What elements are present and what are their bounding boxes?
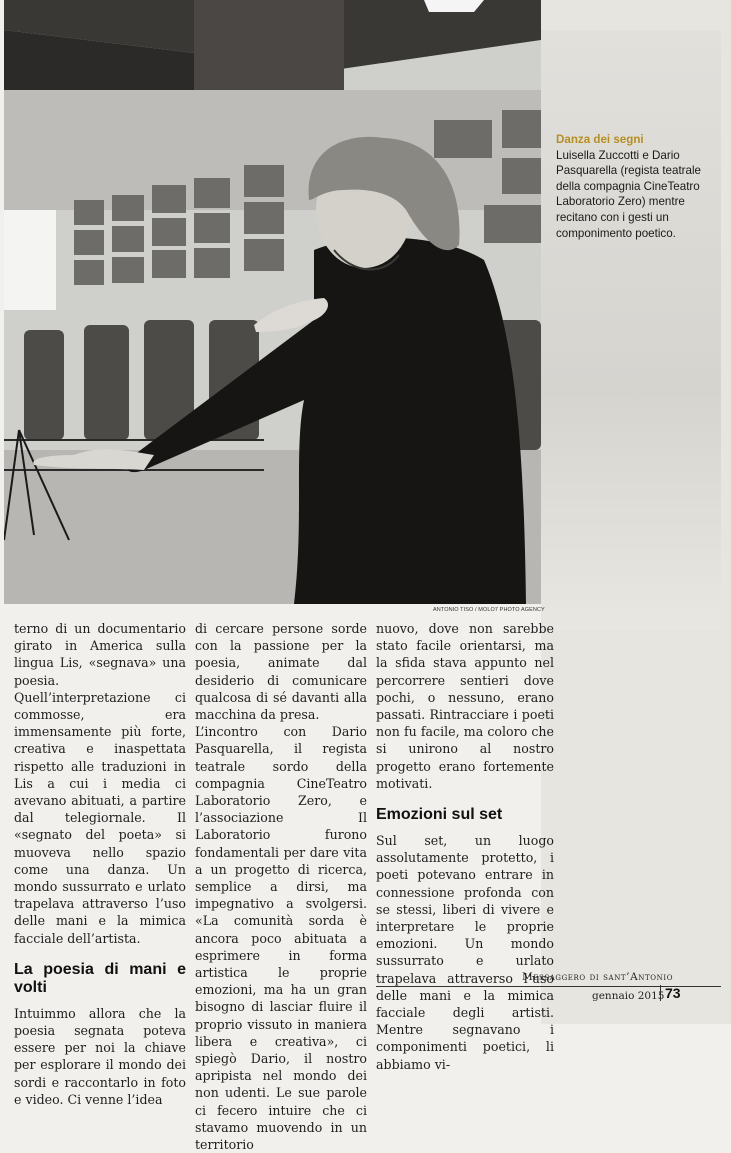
column2-paragraph2: L’incontro con Dario Pasquarella, il regista teatrale sordo della compagnia CineTeatro Laboratorio Zero, e l’associazione Il Laboratorio furono fondamentali per dare vita a un progetto di ricerca, semplice a dirsi, ma impegnativo a svolgersi. «La comunità sorda è ancora poco abituata a esprimere in forma artistica le proprie emozioni, ma ha un gran bisogno di lasciar fluire il proprio vissuto in maniera libera e creativa», ci spiegò Dario, il nostro apripista nel mondo dei non udenti. Le sue parole ci fecero intuire che ci stavamo muovendo in un territorio [195,724,367,1153]
column3-paragraph1: nuovo, dove non sarebbe stato facile orientarsi, ma la sfida stava appunto nel percorrere sentieri dove pochi, o nessuno, erano passati. Rintracciare i poeti non fu facile, ma coloro che si unirono al nostro progetto erano fortemente motivati. [376,621,554,791]
photo-credit: ANTONIO TISO / MOLO7 PHOTO AGENCY [433,607,545,613]
caption-title: Danza dei segni [556,133,644,146]
column2-paragraph1: di cercare persone sorde con la passione per la poesia, animate dal desiderio di comunicare qualcosa di sé davanti alla macchina da presa. [195,621,367,723]
column1-heading: La poesia di mani e volti [14,960,186,996]
caption-text: Luisella Zuccotti e Dario Pasquarella (regista teatrale della compagnia CineTeatro Laboratorio Zero) mentre recitano con i gesti un componimento poetico. [556,148,702,240]
column1-paragraph1: terno di un documentario girato in America sulla lingua Lis, «segnava» una poesia. Quell’interpretazione ci commosse, era immensamente più forte, creativa e inaspettata rispetto alle traduzioni in Lis a cui i media ci avevano abituati, a partire dal telegiornale. Il «segnato del poeta» si muoveva nello spazio come una danza. Un mondo sussurrato e urlato trapelava attraverso l’uso delle mani e la mimica facciale dell’artista. [14,621,186,946]
column1-paragraph2: Intuimmo allora che la poesia segnata poteva essere per noi la chiave per esplorare il mondo dei sordi e raccontarlo in foto e video. Ci venne l’idea [14,1005,186,1107]
text-column-2 [195,620,367,1153]
photo-caption [556,132,716,241]
magazine-name: Messaggero di sant’Antonio [522,971,674,983]
issue-date: gennaio 2015 [592,990,665,1002]
column3-paragraph2: Sul set, un luogo assolutamente protetto, i poeti potevano entrare in connessione profonda con se stessi, liberi di vivere e interpretare le proprie emozioni. Un mondo sussurrato e urlato trapelava attraverso l’uso delle mani e la mimica facciale degli artisti. Mentre segnavano i componimenti poetici, li abbiamo vi- [376,833,554,1072]
column3-heading: Emozioni sul set [376,806,503,824]
text-column-1 [14,620,186,1108]
facing-page-shadow [541,30,721,630]
photo-illustration [4,0,541,604]
page-number: 73 [660,985,681,1001]
main-photo [4,0,541,604]
text-column-3 [376,620,554,1073]
